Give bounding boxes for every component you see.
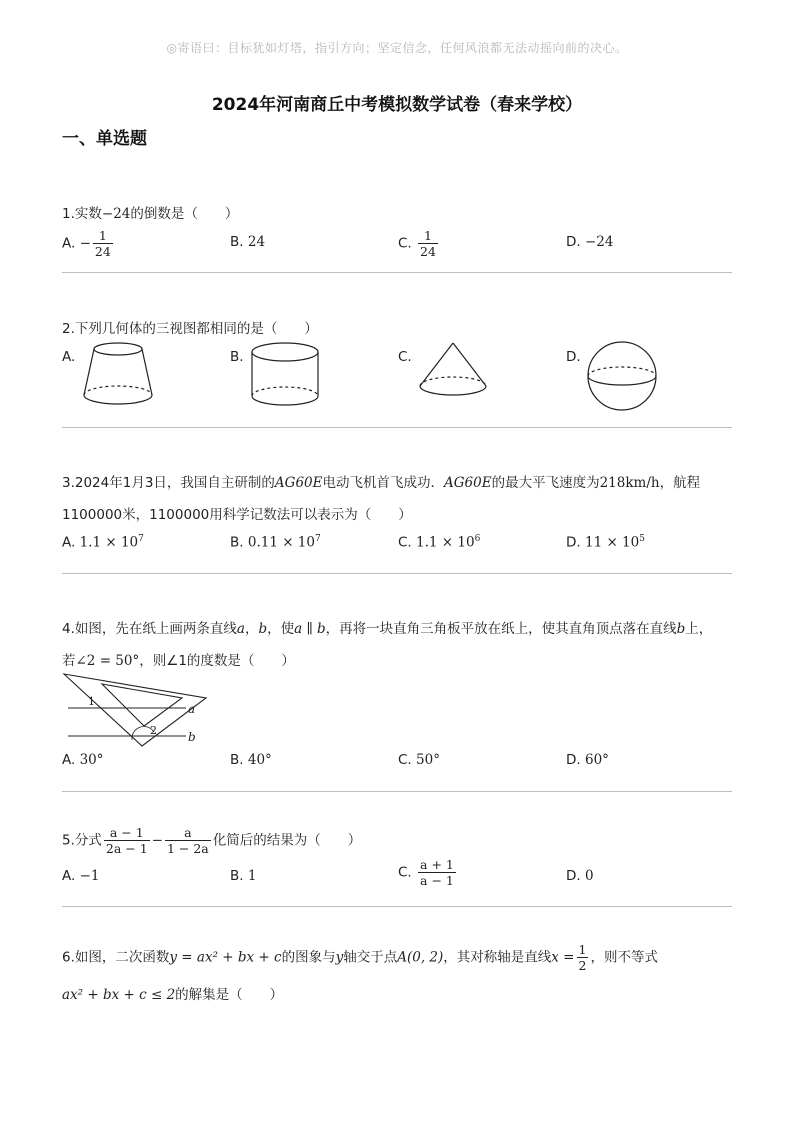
question-3-stem-line1: [62, 471, 700, 491]
option-label: A.: [62, 349, 76, 365]
option-label: D.: [566, 349, 581, 365]
q3-text: 3.2024年1月3日，我国自主研制的: [62, 475, 275, 491]
section-heading: 一、单选题: [62, 129, 147, 149]
question-5-stem: [62, 825, 361, 856]
question-1-stem: [62, 202, 238, 222]
q3-option-b[interactable]: [230, 534, 321, 551]
q4-math: a ∥ b: [294, 621, 326, 637]
option-label: B.: [230, 868, 244, 884]
divider: [62, 272, 732, 273]
divider: [62, 906, 732, 907]
q3-option-d[interactable]: [566, 534, 645, 551]
option-value: 30°: [79, 752, 104, 768]
option-exponent: 7: [315, 534, 321, 544]
q5-option-b[interactable]: [230, 868, 256, 884]
option-label: B.: [230, 349, 244, 365]
q1-option-c[interactable]: [398, 228, 440, 259]
fraction-denominator: 1 − 2a: [166, 841, 209, 856]
option-value: 0.11 × 10: [247, 534, 315, 551]
option-value: −1: [79, 868, 100, 884]
option-label: D.: [566, 534, 581, 551]
q4-math: b: [258, 621, 268, 637]
q2-option-c[interactable]: [398, 349, 412, 365]
q6-math: A(0, 2): [397, 949, 444, 966]
option-label: C.: [398, 752, 412, 768]
divider: [62, 573, 732, 574]
q5-option-d[interactable]: [566, 868, 594, 884]
q4-text: ，: [244, 621, 259, 637]
triangle-ruler-figure: [60, 670, 210, 748]
q1-option-a[interactable]: [62, 228, 115, 259]
fraction-numerator: a − 1: [104, 825, 150, 841]
option-label: C.: [398, 534, 412, 551]
option-exponent: 5: [639, 534, 645, 544]
q1-option-d[interactable]: [566, 234, 613, 250]
question-6-stem-line1: [62, 942, 658, 973]
q5-option-a[interactable]: [62, 868, 100, 884]
fraction-denominator: 2a − 1: [105, 841, 148, 856]
q6-text: 轴交于点: [343, 949, 398, 966]
question-6-stem-line2: [62, 983, 283, 1003]
q1-expression: −24: [101, 206, 131, 222]
q3-math: AG60E: [444, 475, 492, 491]
cylinder-icon: [248, 340, 322, 410]
question-4-stem-line1: [62, 617, 712, 637]
option-value: 0: [584, 868, 594, 884]
fraction-numerator: a: [165, 825, 211, 841]
option-label: C.: [398, 349, 412, 365]
option-value: 40°: [247, 752, 272, 768]
q6-text: 的图象与: [281, 949, 336, 966]
q5-operator: −: [151, 832, 163, 849]
option-exponent: 6: [474, 534, 481, 544]
option-label: B.: [230, 534, 244, 551]
q5-text: 5.分式: [62, 832, 102, 849]
fraction-numerator: 1: [418, 228, 438, 244]
q1-suffix: 的倒数是（ ）: [130, 206, 239, 222]
option-value: 1.1 × 10: [79, 534, 139, 551]
q6-text: 的解集是（ ）: [175, 987, 284, 1003]
q4-option-a[interactable]: [62, 752, 104, 768]
q4-math: a: [236, 621, 245, 637]
q1-option-b[interactable]: [230, 234, 265, 250]
q4-option-c[interactable]: [398, 752, 440, 768]
q4-text: ，使: [267, 621, 295, 637]
option-label: A.: [62, 752, 76, 768]
option-label: C.: [398, 864, 412, 881]
q5-option-c[interactable]: [398, 857, 458, 888]
fraction-denominator: a − 1: [420, 873, 454, 888]
sphere-icon: [584, 340, 660, 412]
q6-math: y: [335, 949, 344, 966]
q5-text: 化简后的结果为（ ）: [212, 832, 362, 849]
fraction-numerator: a + 1: [420, 857, 454, 872]
q6-text: ，其对称轴是直线: [443, 949, 552, 966]
option-label: A.: [62, 534, 76, 551]
figure-label-1: 1: [88, 695, 95, 708]
figure-label-b: b: [188, 730, 196, 744]
option-value: 1: [247, 868, 257, 884]
q3-math: 218km/h: [599, 475, 660, 491]
q3-text: 电动飞机首飞成功．: [322, 475, 444, 491]
q2-option-b[interactable]: [230, 349, 244, 365]
q6-text: ，则不等式: [590, 949, 658, 966]
q1-prefix: 1.实数: [62, 206, 102, 222]
divider: [62, 791, 732, 792]
question-2-stem: 2.下列几何体的三视图都相同的是（ ）: [62, 321, 318, 337]
option-label: D.: [566, 752, 581, 768]
q6-math: y = ax² + bx + c: [169, 949, 282, 966]
option-fraction: [418, 857, 456, 888]
divider: [62, 427, 732, 428]
option-value: −24: [584, 234, 614, 250]
q4-math: b: [676, 621, 686, 637]
header-watermark: ◎寄语曰：目标犹如灯塔，指引方向；坚定信念，任何风浪都无法动摇向前的决心。: [166, 41, 628, 55]
option-label: D.: [566, 868, 581, 884]
q3-text: ，航程: [659, 475, 701, 491]
option-fraction: [93, 228, 113, 259]
q4-text: 4.如图，先在纸上画两条直线: [62, 621, 237, 637]
figure-label-2: 2: [150, 724, 157, 737]
q5-fraction-2: [165, 825, 211, 856]
option-fraction: [418, 228, 438, 259]
option-exponent: 7: [138, 534, 144, 544]
q2-option-a[interactable]: [62, 349, 75, 365]
option-label: A.: [62, 868, 76, 884]
page-title: 2024年河南商丘中考模拟数学试卷（春来学校）: [211, 95, 583, 115]
option-label: B.: [230, 234, 244, 250]
fraction-numerator: 1: [93, 228, 113, 244]
figure-label-a: a: [188, 702, 196, 716]
option-value: 1.1 × 10: [416, 534, 475, 551]
option-label: A.: [62, 235, 76, 252]
option-sign: −: [79, 235, 91, 252]
question-4-stem-line2: [62, 649, 295, 669]
q4-math: ∠2 = 50°: [75, 653, 140, 669]
q3-option-a[interactable]: [62, 534, 144, 551]
q4-text: 上，: [685, 621, 713, 637]
q6-math: x =: [551, 949, 575, 966]
q4-text: ，再将一块直角三角板平放在纸上，使其直角顶点落在直线: [325, 621, 677, 637]
option-value: 11 × 10: [584, 534, 640, 551]
option-value: 50°: [416, 752, 440, 768]
q4-option-d[interactable]: [566, 752, 609, 768]
q4-text: ，则∠1的度数是（ ）: [139, 653, 295, 669]
question-3-stem-line2: 1100000米，1100000用科学记数法可以表示为（ ）: [62, 507, 412, 523]
q3-text: 的最大平飞速度为: [491, 475, 600, 491]
option-value: 60°: [584, 752, 609, 768]
q3-math: AG60E: [274, 475, 323, 491]
cone-icon: [416, 340, 492, 404]
frustum-icon: [80, 340, 156, 408]
fraction-denominator: 24: [94, 244, 111, 259]
fraction-denominator: 24: [420, 244, 436, 259]
q2-option-d[interactable]: [566, 349, 581, 365]
fraction-denominator: 2: [578, 958, 587, 973]
q6-fraction: [577, 942, 589, 973]
q4-option-b[interactable]: [230, 752, 272, 768]
option-label: C.: [398, 235, 412, 252]
q4-text: 若: [62, 653, 76, 669]
q3-option-c[interactable]: [398, 534, 480, 551]
q6-math: ax² + bx + c ≤ 2: [62, 987, 176, 1003]
option-label: D.: [566, 234, 581, 250]
q6-text: 6.如图，二次函数: [62, 949, 170, 966]
q5-fraction-1: [104, 825, 150, 856]
option-value: 24: [247, 234, 266, 250]
option-label: B.: [230, 752, 244, 768]
fraction-numerator: 1: [578, 942, 587, 957]
